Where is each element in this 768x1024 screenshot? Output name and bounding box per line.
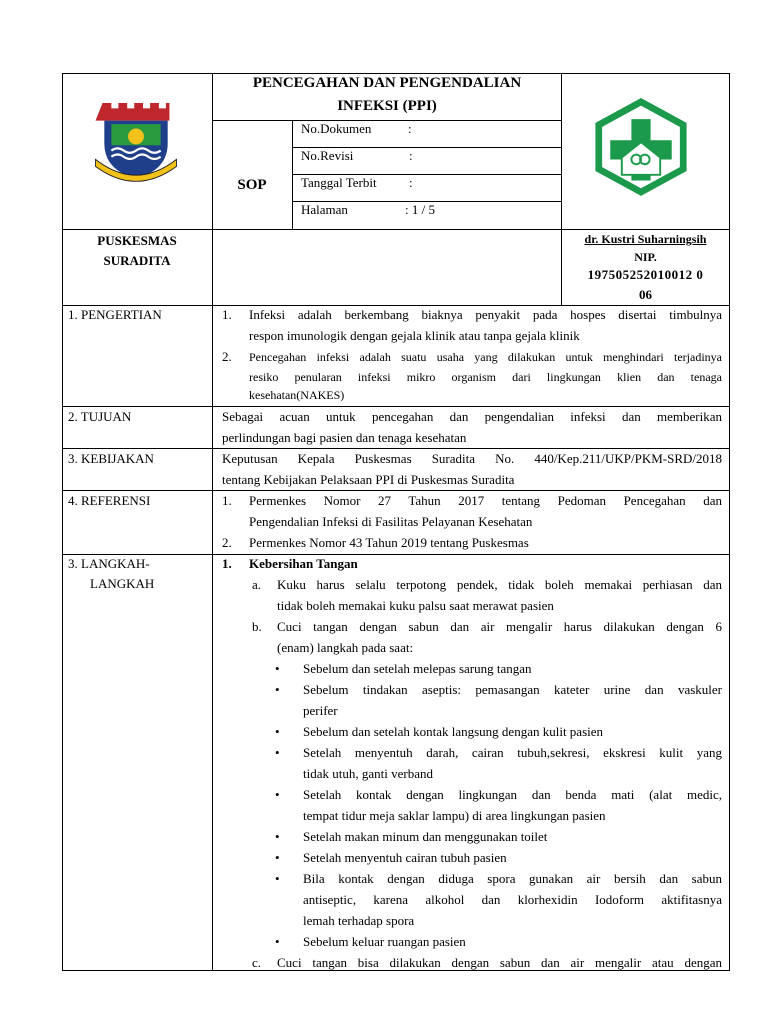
langkah-a-num: a. (252, 577, 262, 592)
referensi-item1-num: 1. (222, 493, 232, 508)
crest-logo (90, 96, 182, 184)
column-divider-main (212, 73, 213, 971)
crest-battlement (96, 103, 170, 121)
section-label-langkah-line1: 3. LANGKAH- (68, 556, 150, 571)
section-label-tujuan: 2. TUJUAN (68, 409, 132, 424)
bullet-2-line1: Sebelum tindakan aseptis: pemasangan kateter urine dan vaskuler (303, 682, 722, 697)
bullet-8-line2: antiseptic, karena alkohol dan klorhexidin Iodoform aktifitasnya (303, 892, 722, 907)
sop-label: SOP (237, 177, 267, 193)
row-divider-tujuan (62, 406, 730, 407)
bullet-7-line1: Setelah menyentuh cairan tubuh pasien (303, 850, 507, 865)
langkah-c-num: c. (252, 955, 262, 970)
bullet-2-line2: perifer (303, 703, 338, 718)
bullet-8-line3: lemah terhadap spora (303, 913, 415, 928)
table-border-right (729, 73, 730, 971)
signer-name: dr. Kustri Suharningsih (584, 232, 707, 246)
column-divider-sop (292, 120, 293, 230)
field-halaman-value: : 1 / 5 (405, 202, 435, 217)
field-no-revisi-value: : (409, 148, 413, 163)
tujuan-line2: perlindungan bagi pasien dan tenaga kesehatan (222, 430, 467, 445)
kebijakan-line2: tentang Kebijakan Pelaksaan PPI di Puskesmas Suradita (222, 472, 515, 487)
field-tanggal-terbit-label: Tanggal Terbit (301, 175, 377, 190)
crest-sun (128, 129, 144, 145)
bullet-dot: • (275, 724, 280, 739)
header-title-divider (212, 120, 562, 121)
org-name-line2: SURADITA (103, 253, 171, 268)
signer-nip-line2: 06 (639, 287, 652, 302)
pengertian-item1-line2: respon imunologik dengan gejala klinik atau tanpa gejala klinik (249, 328, 580, 343)
bullet-dot: • (275, 934, 280, 949)
langkah-a-line1: Kuku harus selalu terpotong pendek, tidak boleh memakai perhiasan dan (277, 577, 722, 592)
pengertian-item2-line1: Pencegahan infeksi adalah suatu usaha yang dilakukan untuk menghindari terjadinya (249, 350, 722, 364)
bullet-dot: • (275, 850, 280, 865)
field-tanggal-terbit-value: : (409, 175, 413, 190)
kebijakan-line1: Keputusan Kepala Puskesmas Suradita No. 440/Kep.211/UKP/PKM-SRD/2018 (222, 451, 722, 466)
referensi-item1-line1: Permenkes Nomor 27 Tahun 2017 tentang Pedoman Pencegahan dan (249, 493, 722, 508)
bullet-dot: • (275, 682, 280, 697)
bullet-9-line1: Sebelum keluar ruangan pasien (303, 934, 466, 949)
langkah-c-line1: Cuci tangan bisa dilakukan dengan sabun dan air mengalir atau dengan (277, 955, 722, 970)
signer-nip-line1: 197505252010012 0 (587, 267, 704, 282)
org-name-line1: PUSKESMAS (97, 233, 177, 248)
field-halaman-label: Halaman (301, 202, 348, 217)
section-label-kebijakan: 3. KEBIJAKAN (68, 451, 154, 466)
field-no-dokumen-label: No.Dokumen (301, 121, 372, 136)
langkah-b-line1: Cuci tangan dengan sabun dan air mengalir harus dilakukan dengan 6 (277, 619, 722, 634)
signer-nip-label: NIP. (634, 250, 657, 264)
bullet-3-line1: Sebelum dan setelah kontak langsung dengan kulit pasien (303, 724, 604, 739)
pengertian-item1-num: 1. (222, 307, 232, 322)
langkah-heading: Kebersihan Tangan (249, 556, 358, 571)
langkah-a-line2: tidak boleh memakai kuku palsu saat merawat pasien (277, 598, 554, 613)
bullet-5-line2: tempat tidur meja saklar lampu) di area lingkungan pasien (303, 808, 606, 823)
section-label-langkah-line2: LANGKAH (90, 576, 155, 591)
pengertian-item2-num: 2. (222, 349, 232, 364)
bullet-1-line1: Sebelum dan setelah melepas sarung tangan (303, 661, 532, 676)
bullet-4-line1: Setelah menyentuh darah, cairan tubuh,sekresi, ekskresi kulit yang (303, 745, 722, 760)
bullet-dot: • (275, 745, 280, 760)
bullet-8-line1: Bila kontak dengan diduga spora gunakan air bersih dan sabun (303, 871, 722, 886)
row-divider-kebijakan (62, 448, 730, 449)
field-no-dokumen-value: : (408, 121, 412, 136)
bullet-4-line2: tidak utuh, ganti verband (303, 766, 433, 781)
table-border-left (62, 73, 63, 971)
referensi-item2-line1: Permenkes Nomor 43 Tahun 2019 tentang Puskesmas (249, 535, 529, 550)
langkah-b-line2: (enam) langkah pada saat: (277, 640, 414, 655)
section-label-pengertian: 1. PENGERTIAN (68, 307, 162, 322)
bullet-5-line1: Setelah kontak dengan lingkungan dan benda mati (alat medic, (303, 787, 722, 802)
puskesmas-logo (593, 92, 689, 200)
field-no-revisi-label: No.Revisi (301, 148, 354, 163)
bullet-dot: • (275, 787, 280, 802)
referensi-item2-num: 2. (222, 535, 232, 550)
bullet-dot: • (275, 661, 280, 676)
langkah-heading-num: 1. (222, 556, 232, 571)
pengertian-item1-line1: Infeksi adalah berkembang biaknya penyakit pada hospes disertai timbulnya (249, 307, 722, 322)
section-label-referensi: 4. REFERENSI (68, 493, 151, 508)
row-divider-pengertian (62, 305, 730, 306)
document-title-line1: PENCEGAHAN DAN PENGENDALIAN (252, 75, 522, 91)
pengertian-item2-line3: kesehatan(NAKES) (249, 388, 345, 402)
bullet-dot: • (275, 871, 280, 886)
bullet-dot: • (275, 829, 280, 844)
row-divider-langkah (62, 554, 730, 555)
langkah-b-num: b. (252, 619, 262, 634)
document-title-line2: INFEKSI (PPI) (337, 98, 437, 114)
row-divider-referensi (62, 490, 730, 491)
referensi-item1-line2: Pengendalian Infeksi di Fasilitas Pelayanan Kesehatan (249, 514, 533, 529)
tujuan-line1: Sebagai acuan untuk pencegahan dan pengendalian infeksi dan memberikan (222, 409, 722, 424)
bullet-6-line1: Setelah makan minum dan menggunakan toilet (303, 829, 548, 844)
pengertian-item2-line2: resiko penularan infeksi mikro organism dari lingkungan klien dan tenaga (249, 370, 722, 384)
